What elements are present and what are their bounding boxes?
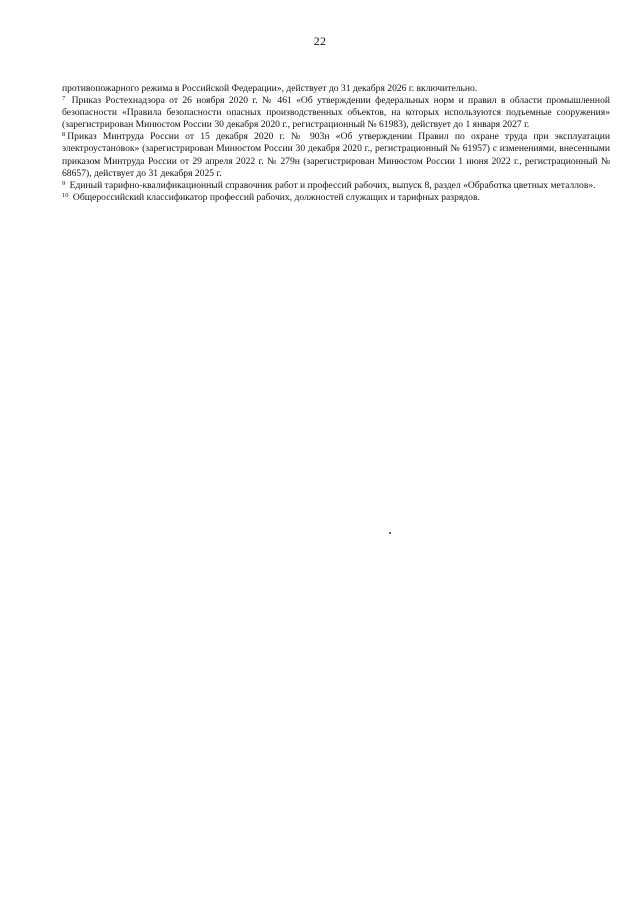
footnote-text: Единый тарифно-квалификационный справочник работ и профессий рабочих, выпуск 8, раздел «Обработка цветных металлов».: [69, 179, 596, 191]
footnote-10: [62, 192, 610, 204]
footnote-8: [62, 131, 610, 179]
footnote-text: Приказ Минтруда России от 15 декабря 2020 г. № 903н «Об утверждении Правил по охране труда при эксплуатации электроустановок» (зарегистрирован Минюстом России 30 декабря 2020 г., регистрационный № 61957) с изменениями, внесенными приказом Минтруда России от 29 апреля 2022 г. № 279н (зарегистрирован Минюстом России 1 июня 2022 г., регистрационный № 68657), действует до 31 декабря 2025 г.: [62, 131, 610, 179]
footnote-marker: 10: [62, 191, 69, 199]
scan-speck: [389, 532, 391, 534]
footnote-marker: 7: [62, 95, 66, 103]
footnote-7: [62, 95, 610, 131]
footnote-text: противопожарного режима в Российской Федерации», действует до 31 декабря 2026 г. включительно.: [62, 83, 478, 94]
footnote-marker: 9: [62, 179, 66, 187]
footnote-marker: 8: [62, 131, 66, 139]
footnotes-block: [62, 83, 610, 204]
footnote-9: [62, 180, 610, 192]
footnote-text: Общероссийский классификатор профессий рабочих, должностей служащих и тарифных разрядов.: [72, 191, 480, 203]
footnote-continuation: [62, 83, 610, 95]
page-number: 22: [313, 34, 327, 48]
footnote-text: Приказ Ростехнадзора от 26 ноября 2020 г. № 461 «Об утверждении федеральных норм и правил в области промышленной безопасности «Правила безопасности опасных производственных объектов, на которых используются подъемные сооружения» (зарегистрирован Минюстом России 30 декабря 2020 г., регистрационный № 61983), действует до 1 января 2027 г.: [62, 95, 610, 131]
